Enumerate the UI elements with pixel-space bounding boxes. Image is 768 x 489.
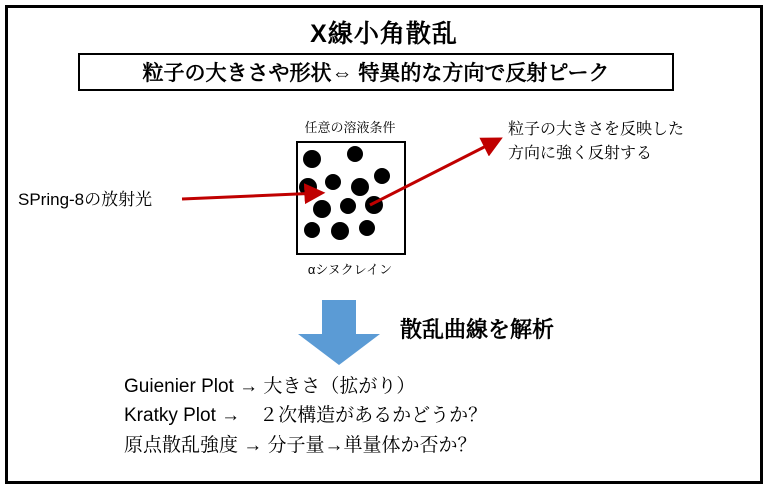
results-list — [124, 372, 684, 460]
result-line-guinier: Guienier Plot → 大きさ（拡がり） — [124, 376, 416, 397]
subtitle-text: 粒子の大きさや形状⇔ 特異的な方向で反射ピーク — [142, 62, 610, 85]
reflection-label — [508, 118, 756, 166]
particle-dot — [325, 174, 341, 190]
particle-dot — [303, 150, 321, 168]
reflection-label-line1: 粒子の大きさを反映した — [508, 121, 685, 138]
reflection-label-line2: 方向に強く反射する — [508, 145, 653, 162]
particle-dot — [365, 196, 383, 214]
particle-dot — [374, 168, 390, 184]
particle-dot — [313, 200, 331, 218]
particle-dot — [347, 146, 363, 162]
sample-caption-top: 任意の溶液条件 — [304, 120, 396, 135]
result-line-zero-intensity: 原点散乱強度 → 分子量→単量体か否か？ — [124, 434, 477, 456]
down-arrow-icon — [296, 300, 382, 366]
particle-dot — [359, 220, 375, 236]
particle-dot — [304, 222, 320, 238]
incident-beam-label: SPring-8の放射光 — [18, 190, 153, 209]
sample-box — [296, 141, 406, 255]
sample-caption-bottom: αシヌクレイン — [307, 262, 393, 277]
page-title: X線小角散乱 — [310, 20, 458, 48]
analysis-label: 散乱曲線を解析 — [400, 317, 555, 342]
subtitle-box — [78, 53, 674, 91]
particle-dot — [351, 178, 369, 196]
particle-dot — [331, 222, 349, 240]
result-line-kratky: Kratky Plot → ２次構造があるかどうか？ — [124, 405, 488, 427]
particle-dot — [299, 178, 317, 196]
particle-dot — [340, 198, 356, 214]
